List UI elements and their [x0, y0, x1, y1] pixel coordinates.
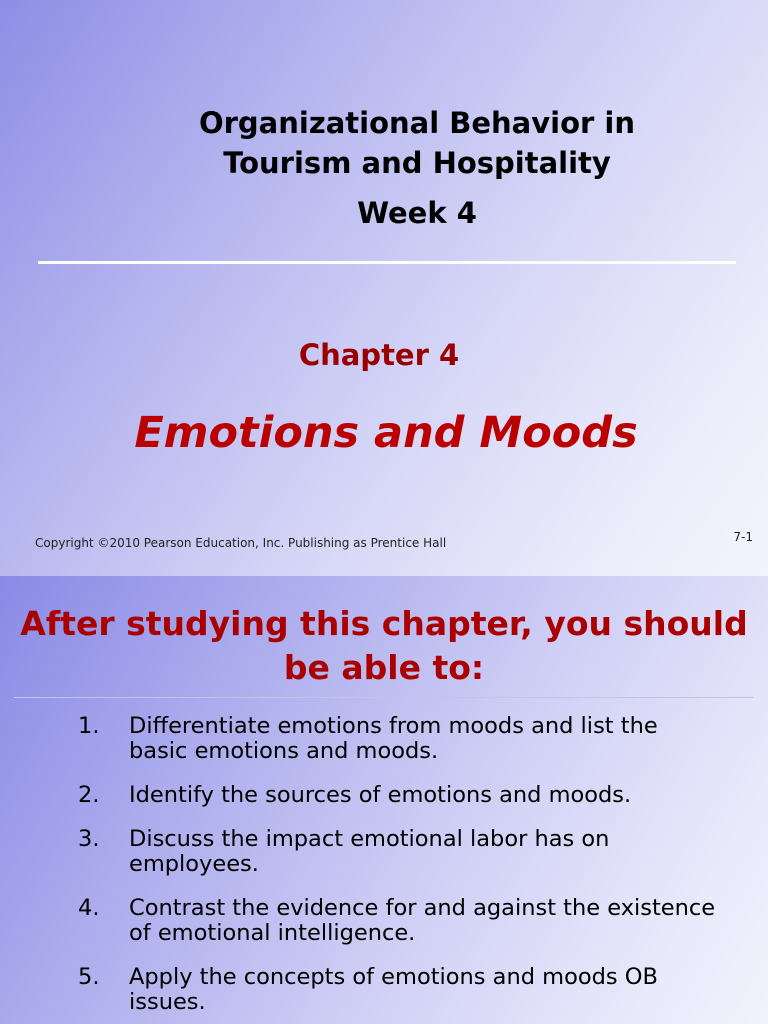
- course-title-line-1: Organizational Behavior in: [198, 106, 636, 140]
- objective-item: [78, 896, 718, 946]
- objective-item: [78, 714, 718, 764]
- objective-number: 1.: [78, 713, 100, 739]
- slide-number: 7-1: [733, 530, 753, 544]
- objective-item: [78, 783, 718, 808]
- objective-text: Apply the concepts of emotions and moods OB issues.: [129, 964, 658, 1015]
- course-title-line-2: Tourism and Hospitality: [223, 146, 611, 180]
- chapter-topic: Emotions and Moods: [134, 408, 638, 458]
- objective-text: Identify the sources of emotions and moods.: [129, 782, 632, 808]
- objective-text: Contrast the evidence for and against the existence of emotional intelligence.: [129, 895, 716, 946]
- objective-item: [78, 965, 718, 1015]
- objective-text: Differentiate emotions from moods and list the basic emotions and moods.: [129, 713, 658, 764]
- objectives-heading: After studying this chapter, you should be able to:: [20, 604, 748, 687]
- heading-divider: [14, 697, 754, 698]
- objective-number: 3.: [78, 826, 100, 852]
- objective-number: 4.: [78, 895, 100, 921]
- objective-item: [78, 827, 718, 877]
- title-divider: [38, 261, 736, 264]
- copyright-notice: Copyright ©2010 Pearson Education, Inc. Publishing as Prentice Hall: [35, 536, 447, 550]
- objective-text: Discuss the impact emotional labor has on employees.: [129, 826, 610, 877]
- objective-number: 2.: [78, 782, 100, 808]
- objective-number: 5.: [78, 964, 100, 990]
- objectives-list: [78, 714, 718, 1024]
- week-label: Week 4: [357, 196, 477, 230]
- chapter-label: Chapter 4: [298, 338, 460, 372]
- objectives-slide: [0, 576, 768, 1024]
